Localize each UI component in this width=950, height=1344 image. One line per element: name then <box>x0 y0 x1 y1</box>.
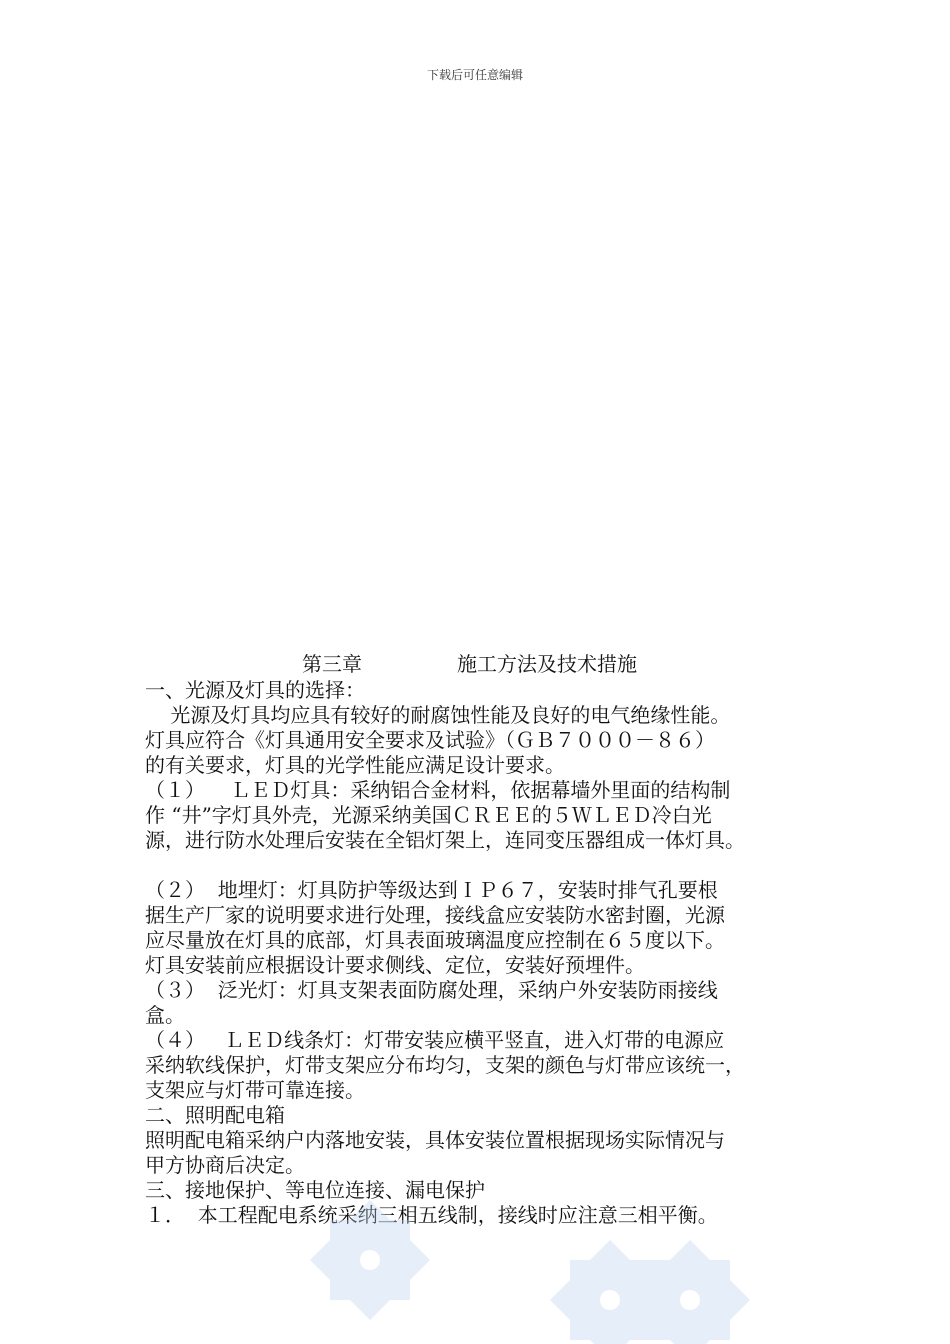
item-3-line: （３） 泛光灯：灯具支架表面防腐处理，采纳户外安装防雨接线 <box>145 978 718 1002</box>
item-1-line: （１） ＬＥＤ灯具：采纳铝合金材料，依据幕墙外里面的结构制 <box>145 778 731 802</box>
paragraph-line: 的有关要求，灯具的光学性能应满足设计要求。 <box>145 753 565 777</box>
item-1-line: 源，进行防水处理后安装在全铝灯架上，连同变压器组成一体灯具。 <box>145 828 745 852</box>
item-2-line: 应尽量放在灯具的底部，灯具表面玻璃温度应控制在６５度以下。 <box>145 928 725 952</box>
watermark-ornament <box>300 1180 760 1344</box>
paragraph-line: 光源及灯具均应具有较好的耐腐蚀性能及良好的电气绝缘性能。 <box>145 703 731 727</box>
paragraph-line: 甲方协商后决定。 <box>145 1153 305 1177</box>
section-heading-1: 一、光源及灯具的选择： <box>145 678 365 702</box>
section-heading-2: 二、照明配电箱 <box>145 1103 285 1127</box>
item-1-line: 作 “井”字灯具外壳，光源采纳美国ＣＲＥＥ的５ＷＬＥＤ冷白光 <box>145 803 712 827</box>
item-4-line: （４） ＬＥＤ线条灯：灯带安装应横平竖直，进入灯带的电源应 <box>145 1028 725 1052</box>
blank-line <box>145 853 810 878</box>
item-4-line: 采纳软线保护，灯带支架应分布均匀，支架的颜色与灯带应该统一， <box>145 1053 745 1077</box>
paragraph-line: 灯具应符合《灯具通用安全要求及试验》（ＧＢ７０００－８６） <box>145 728 715 752</box>
chapter-title: 施工方法及技术措施 <box>457 652 637 676</box>
paragraph-line: １． 本工程配电系统采纳三相五线制，接线时应注意三相平衡。 <box>145 1203 718 1227</box>
item-2-line: 据生产厂家的说明要求进行处理，接线盒应安装防水密封圈，光源 <box>145 903 725 927</box>
item-2-line: 灯具安装前应根据设计要求侧线、定位，安装好预埋件。 <box>145 953 645 977</box>
document-body <box>145 652 810 1228</box>
item-4-line: 支架应与灯带可靠连接。 <box>145 1078 365 1102</box>
section-heading-3: 三、接地保护、等电位连接、漏电保护 <box>145 1178 485 1202</box>
item-3-line: 盒。 <box>145 1003 185 1027</box>
chapter-heading <box>145 652 810 678</box>
item-2-line: （２） 地埋灯：灯具防护等级达到ＩＰ６７，安装时排气孔要根 <box>145 878 718 902</box>
chapter-number: 第三章 <box>302 652 362 676</box>
paragraph-line: 照明配电箱采纳户内落地安装，具体安装位置根据现场实际情况与 <box>145 1128 725 1152</box>
header-note: 下载后可任意编辑 <box>426 68 523 82</box>
